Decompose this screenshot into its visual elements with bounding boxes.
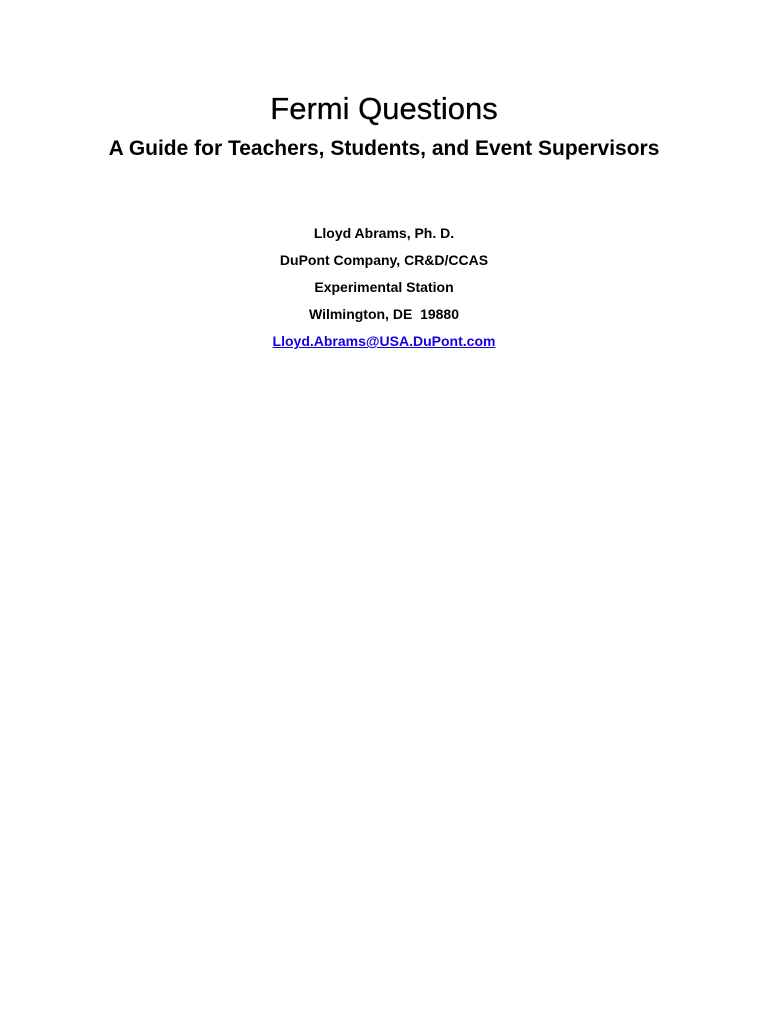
author-block (0, 222, 768, 357)
author-email-line (0, 330, 768, 357)
author-organization: DuPont Company, CR&D/CCAS (279, 252, 489, 268)
author-address: Wilmington, DE 19880 (308, 306, 459, 322)
document-title: Fermi Questions (270, 91, 498, 126)
document-subtitle: A Guide for Teachers, Students, and Event Supervisors (108, 137, 660, 160)
author-email-link[interactable]: Lloyd.Abrams@USA.DuPont.com (272, 333, 496, 349)
author-location: Experimental Station (314, 279, 454, 295)
author-name: Lloyd Abrams, Ph. D. (313, 225, 455, 241)
